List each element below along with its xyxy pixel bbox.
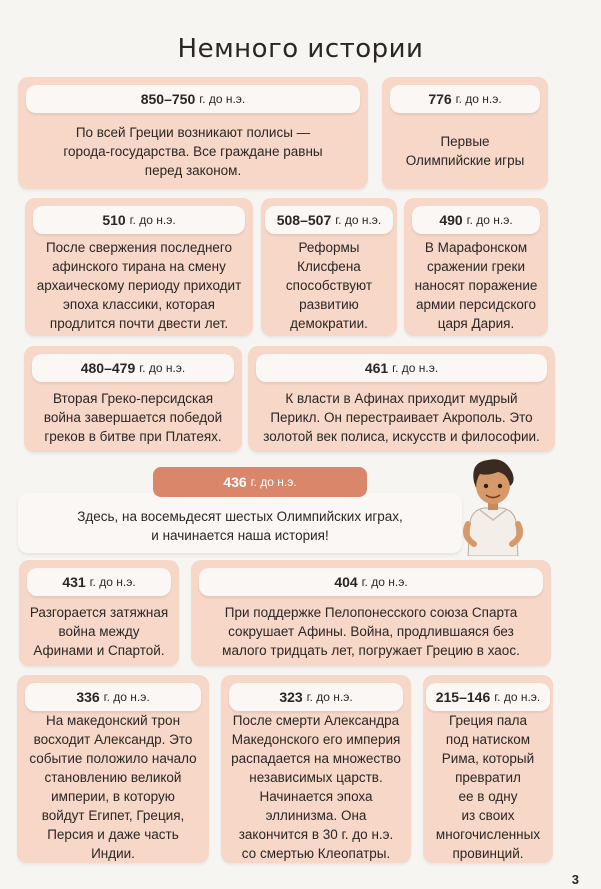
highlight-text: Здесь, на восемьдесят шестых Олимпийских играх, и начинается наша история!	[77, 509, 403, 543]
era-label: г. до н.э.	[335, 213, 382, 227]
timeline-card-431	[19, 560, 179, 666]
event-text: После свержения последнего афинского тирана на смену архаическому периоду приходит эпоха классики, которая продлится почти двести лет.	[36, 239, 242, 331]
event-text: При поддержке Пелопонесского союза Спарта сокрушает Афины. Война, продлившаяся без малого тридцать лет, погружает Грецию в хаос.	[222, 604, 520, 658]
event-text: К власти в Афинах приходит мудрый Перикл. Он перестраивает Акрополь. Это золотой век полиса, искусств и философии.	[263, 390, 540, 444]
era-label: г. до н.э.	[455, 92, 502, 106]
year: 323	[279, 689, 303, 705]
date-pill	[256, 354, 547, 382]
era-label: г. до н.э.	[361, 575, 408, 589]
era-label: г. до н.э.	[466, 213, 513, 227]
event-text: На македонский трон восходит Александр. Это событие положило начало становлению великой империи, в которую войдут Египет, Греция, Персия и даже часть Индии.	[29, 713, 197, 861]
date-pill	[390, 85, 540, 113]
year: 404	[334, 574, 358, 590]
event-text: После смерти Александра Македонского его империя распадается на множество независимых царств. Начинается эпоха эллинизма. Она закончится в 30 г. до н.э. со смертью Клеопатры.	[231, 713, 401, 861]
year: 436	[223, 474, 247, 490]
page-number: 3	[571, 872, 579, 887]
date-pill	[426, 683, 550, 711]
date-pill	[199, 568, 543, 596]
year: 850–750	[140, 91, 196, 107]
era-label: г. до н.э.	[103, 690, 150, 704]
year: 490	[439, 212, 463, 228]
era-label: г. до н.э.	[199, 92, 246, 106]
era-label: г. до н.э.	[392, 361, 439, 375]
page-title: Немного истории	[177, 34, 424, 64]
era-label: г. до н.э.	[89, 575, 136, 589]
date-pill	[412, 206, 540, 234]
year: 461	[364, 360, 389, 376]
date-pill	[25, 683, 201, 711]
date-pill	[32, 354, 234, 382]
timeline-card-490	[404, 198, 548, 336]
event-text: В Марафонском сражении греки наносят поражение армии персидского царя Дария.	[414, 239, 538, 331]
year: 510	[102, 212, 126, 228]
event-text: Разгорается затяжная война между Афинами и Спартой.	[29, 604, 169, 658]
era-label: г. до н.э.	[129, 213, 176, 227]
timeline-card-215-146	[423, 675, 553, 863]
date-pill	[33, 206, 245, 234]
date-pill	[229, 683, 403, 711]
event-text: Вторая Греко-персидская война завершается победой греков в битве при Платеях.	[43, 390, 223, 444]
highlight-banner	[18, 493, 462, 553]
year: 480–479	[80, 360, 136, 376]
timeline-card-850-750	[18, 77, 368, 189]
timeline-card-776	[382, 77, 548, 189]
year: 336	[76, 689, 100, 705]
highlight-date-pill	[153, 467, 367, 497]
event-text: Первые Олимпийские игры	[405, 134, 525, 168]
year: 776	[428, 91, 452, 107]
year: 508–507	[276, 212, 332, 228]
era-label: г. до н.э.	[139, 361, 186, 375]
event-text: Реформы Клисфена способствуют развитию демократии.	[285, 239, 373, 331]
year: 431	[62, 574, 86, 590]
era-label: г. до н.э.	[494, 690, 541, 704]
date-pill	[265, 206, 393, 234]
boy-character-illustration	[458, 452, 528, 556]
year: 215–146	[435, 689, 491, 705]
timeline-card-336	[17, 675, 209, 863]
timeline-card-510	[25, 198, 253, 336]
era-label: г. до н.э.	[250, 475, 297, 489]
date-pill	[27, 568, 171, 596]
timeline-card-404	[191, 560, 551, 666]
timeline-card-461	[248, 346, 555, 452]
timeline-card-508-507	[261, 198, 397, 336]
event-text: Греция пала под натиском Рима, который превратил ее в одну из своих многочисленных провинций.	[435, 713, 541, 861]
timeline-card-480-479	[24, 346, 242, 452]
date-pill	[26, 85, 360, 113]
timeline-card-323	[221, 675, 411, 863]
era-label: г. до н.э.	[306, 690, 353, 704]
event-text: По всей Греции возникают полисы — города-государства. Все граждане равны перед законом.	[63, 124, 323, 178]
